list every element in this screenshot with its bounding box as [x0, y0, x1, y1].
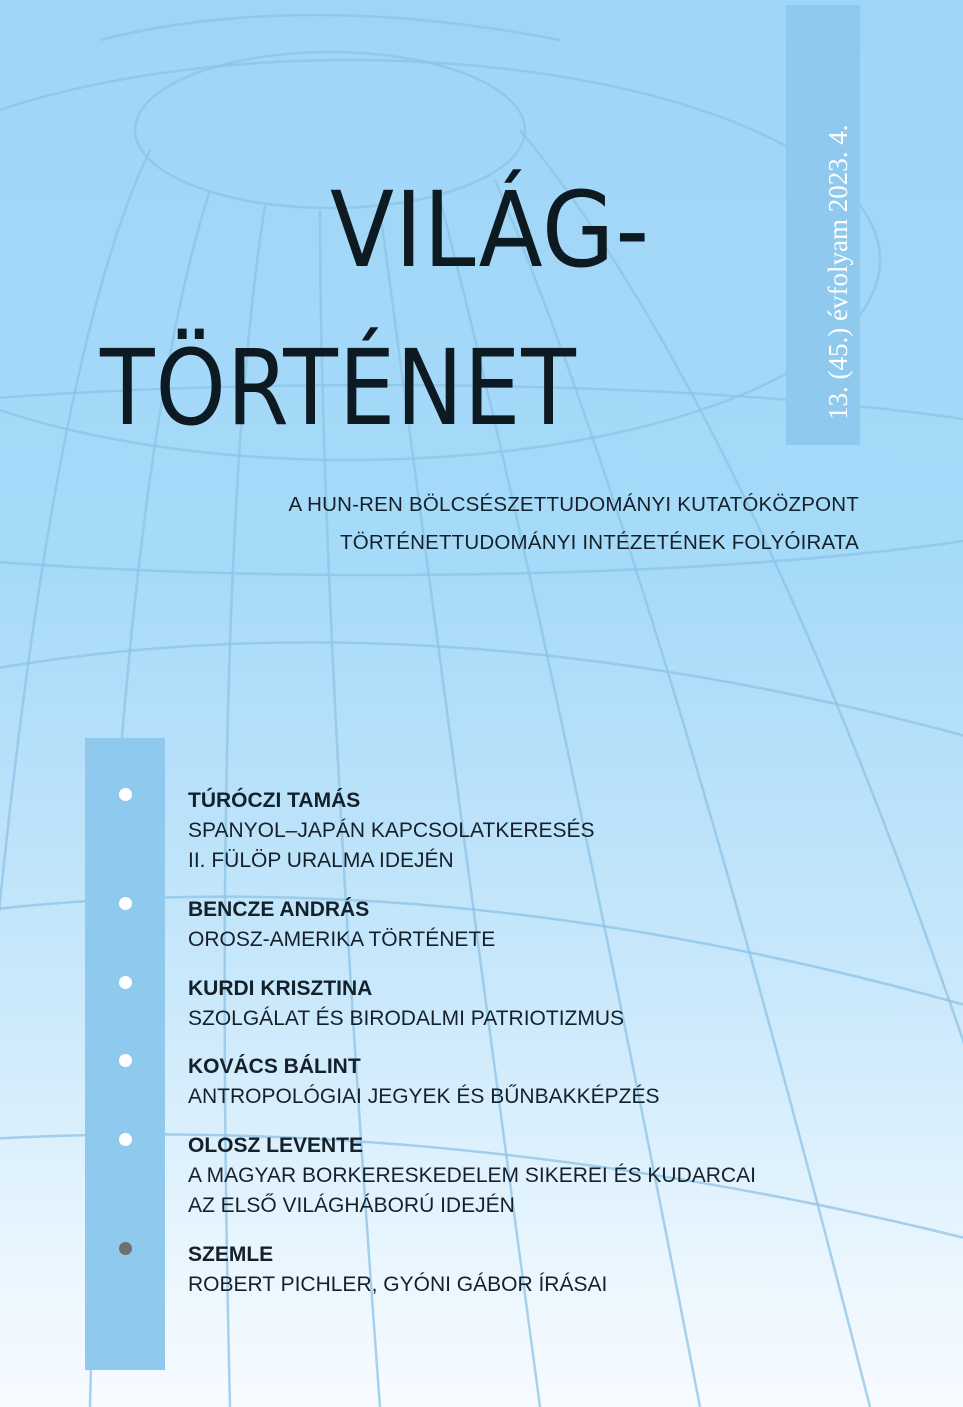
bullet-icon — [119, 976, 132, 989]
toc-title-line: OROSZ-AMERIKA TÖRTÉNETE — [188, 928, 496, 951]
toc-entry-kurdi — [188, 974, 928, 1034]
bullet-icon — [119, 897, 132, 910]
toc-author: BENCZE ANDRÁS — [188, 898, 370, 921]
toc-title-line: AZ ELSŐ VILÁGHÁBORÚ IDEJÉN — [188, 1194, 515, 1217]
toc-entry-olosz — [188, 1131, 928, 1221]
toc-title-line: II. FÜLÖP URALMA IDEJÉN — [188, 849, 454, 872]
bullet-icon — [119, 788, 132, 801]
bullet-icon — [119, 1242, 132, 1255]
toc-title-line: ANTROPOLÓGIAI JEGYEK ÉS BŰNBAKKÉPZÉS — [188, 1085, 660, 1108]
toc-entry-turoczi — [188, 786, 928, 876]
volume-info: 13. (45.) évfolyam 2023. 4. — [823, 124, 853, 420]
toc-entry-szemle — [188, 1240, 928, 1300]
toc-author: KOVÁCS BÁLINT — [188, 1055, 361, 1078]
toc-title-line: SZOLGÁLAT ÉS BIRODALMI PATRIOTIZMUS — [188, 1007, 625, 1030]
bullet-icon — [119, 1133, 132, 1146]
title-line-1: VILÁG- — [330, 169, 651, 291]
toc-author: OLOSZ LEVENTE — [188, 1134, 364, 1157]
toc-author: KURDI KRISZTINA — [188, 977, 373, 1000]
toc-author: TÚRÓCZI TAMÁS — [188, 789, 361, 812]
toc-entry-bencze — [188, 895, 928, 955]
toc-entry-kovacs — [188, 1052, 928, 1112]
toc-title-line: SPANYOL–JAPÁN KAPCSOLATKERESÉS — [188, 819, 595, 842]
subtitle-line-1: A HUN-REN BÖLCSÉSZETTUDOMÁNYI KUTATÓKÖZPONT — [288, 493, 859, 516]
toc-title-line: ROBERT PICHLER, GYÓNI GÁBOR ÍRÁSAI — [188, 1273, 608, 1296]
toc-title-line: A MAGYAR BORKERESKEDELEM SIKEREI ÉS KUDARCAI — [188, 1164, 756, 1187]
subtitle-line-2: TÖRTÉNETTUDOMÁNYI INTÉZETÉNEK FOLYÓIRATA — [339, 531, 859, 554]
bullet-icon — [119, 1054, 132, 1067]
toc-author: SZEMLE — [188, 1243, 274, 1266]
title-line-2: TÖRTÉNET — [100, 327, 577, 449]
